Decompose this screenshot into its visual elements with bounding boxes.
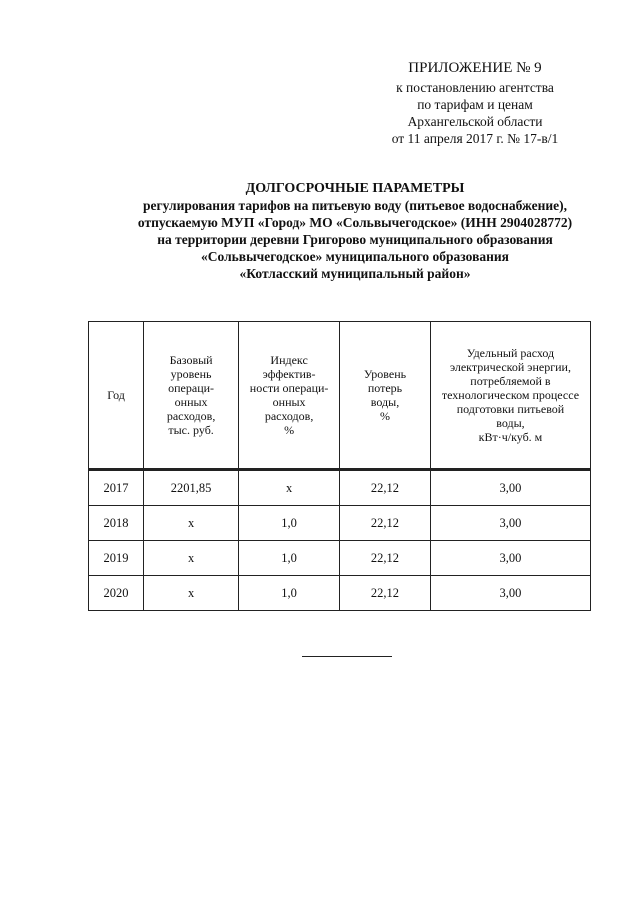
cell-energy-consumption: 3,00: [430, 506, 590, 541]
cell-energy-consumption: 3,00: [430, 541, 590, 576]
parameters-table: [88, 321, 591, 611]
appendix-number: ПРИЛОЖЕНИЕ № 9: [408, 60, 542, 76]
cell-base-opex: х: [144, 576, 239, 611]
header-water-loss: Уровень потерь воды, %: [340, 322, 431, 469]
cell-energy-consumption: 3,00: [430, 470, 590, 506]
table-header-row: [89, 322, 591, 469]
table-row: [89, 541, 591, 576]
cell-water-loss: 22,12: [340, 470, 431, 506]
appendix-line: Архангельской области: [407, 114, 543, 129]
heading-line: «Котласский муниципальный район»: [239, 266, 471, 281]
appendix-date: от 11 апреля 2017 г. № 17-в/1: [391, 131, 559, 146]
document-heading: [60, 180, 640, 282]
cell-water-loss: 22,12: [340, 506, 431, 541]
header-year: Год: [89, 322, 144, 469]
cell-efficiency-index: 1,0: [239, 576, 340, 611]
table-row: [89, 576, 591, 611]
heading-line: отпускаемую МУП «Город» МО «Сольвычегодское» (ИНН 2904028772): [137, 215, 573, 230]
cell-year: 2019: [89, 541, 144, 576]
heading-line: «Сольвычегодское» муниципального образования: [201, 249, 509, 264]
appendix-line: к постановлению агентства: [396, 80, 554, 95]
cell-year: 2020: [89, 576, 144, 611]
cell-base-opex: 2201,85: [144, 470, 239, 506]
appendix-block: [330, 60, 620, 147]
document-title: ДОЛГОСРОЧНЫЕ ПАРАМЕТРЫ: [245, 181, 465, 196]
header-energy-consumption: Удельный расход электрической энергии, потребляемой в технологическом процессе подготовки питьевой воды, кВт·ч/куб. м: [430, 322, 590, 469]
header-efficiency-index: Индекс эффектив- ности операци- онных расходов, %: [239, 322, 340, 469]
cell-year: 2017: [89, 470, 144, 506]
closing-rule: [302, 656, 392, 657]
cell-water-loss: 22,12: [340, 541, 431, 576]
cell-efficiency-index: 1,0: [239, 506, 340, 541]
table-row: [89, 470, 591, 506]
cell-efficiency-index: 1,0: [239, 541, 340, 576]
heading-line: на территории деревни Григорово муниципального образования: [157, 232, 553, 247]
table-row: [89, 506, 591, 541]
cell-base-opex: х: [144, 541, 239, 576]
header-base-opex: Базовый уровень операци- онных расходов, тыс. руб.: [144, 322, 239, 469]
cell-water-loss: 22,12: [340, 576, 431, 611]
cell-efficiency-index: х: [239, 470, 340, 506]
cell-base-opex: х: [144, 506, 239, 541]
cell-energy-consumption: 3,00: [430, 576, 590, 611]
cell-year: 2018: [89, 506, 144, 541]
heading-line: регулирования тарифов на питьевую воду (питьевое водоснабжение),: [142, 198, 568, 213]
appendix-line: по тарифам и ценам: [417, 97, 533, 112]
